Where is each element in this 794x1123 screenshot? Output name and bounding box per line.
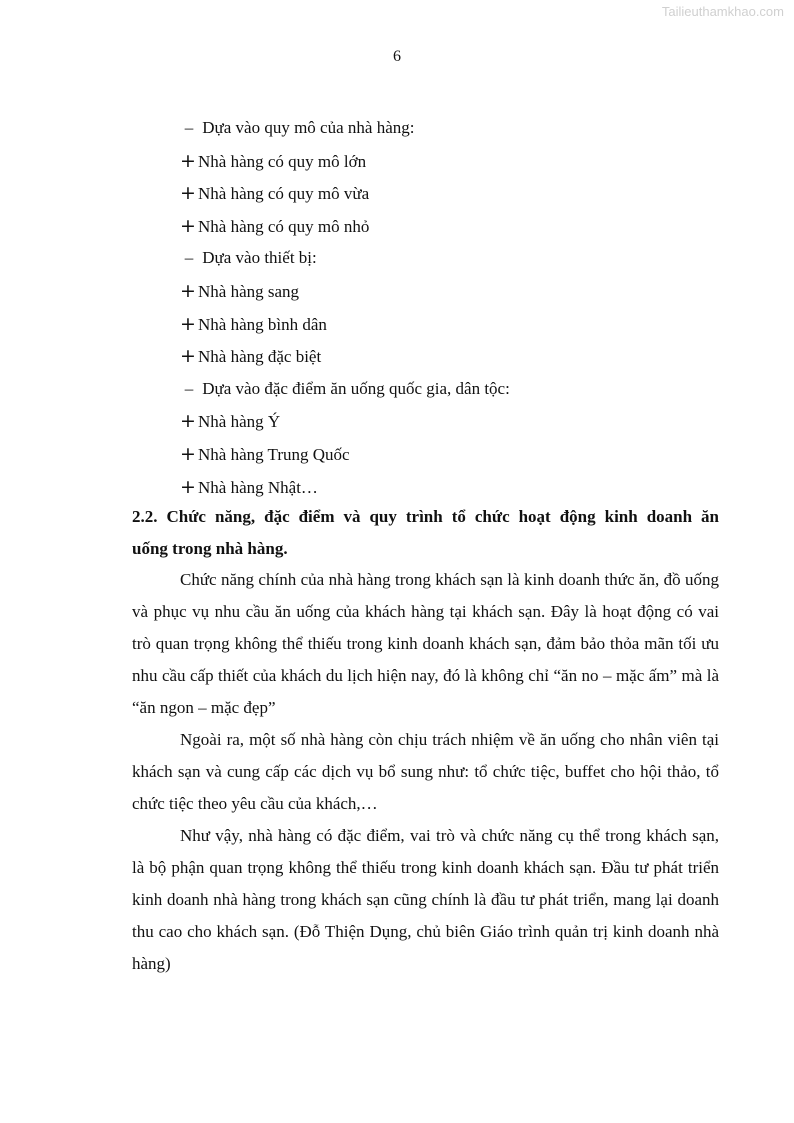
list-item — [180, 405, 740, 438]
list-item — [180, 471, 740, 504]
list-marker: + — [180, 149, 196, 172]
list-marker: + — [180, 442, 196, 465]
list-marker: + — [180, 410, 196, 433]
paragraph: Chức năng chính của nhà hàng trong khách sạn là kinh doanh thức ăn, đồ uống và phục vụ nhu cầu ăn uống của khách hàng tại khách sạn. Đây là hoạt động có vai trò quan trọng không thể thiếu trong kinh doanh khách sạn, đảm bảo thỏa mãn tối ưu nhu cầu cấp thiết của khách du lịch hiện nay, đó là không chỉ “ăn no – mặc ấm” mà là “ăn ngon – mặc đẹp” — [132, 570, 719, 717]
list-item — [180, 308, 740, 341]
list-item — [180, 210, 740, 243]
list-marker: + — [180, 182, 196, 205]
list-item-text: Dựa vào quy mô của nhà hàng: — [202, 118, 415, 137]
list-item — [180, 112, 740, 145]
section-heading — [132, 501, 719, 565]
list-item-text: Nhà hàng Ý — [198, 412, 281, 432]
section-heading-line1: 2.2. Chức năng, đặc điểm và quy trình tổ chức hoạt động kinh doanh ăn — [132, 507, 719, 526]
list-marker: + — [180, 345, 196, 368]
list-item-text: Nhà hàng bình dân — [198, 314, 327, 334]
page-number: 6 — [393, 48, 401, 65]
list-marker: + — [180, 312, 196, 335]
paragraph: Ngoài ra, một số nhà hàng còn chịu trách nhiệm về ăn uống cho nhân viên tại khách sạn và cung cấp các dịch vụ bổ sung như: tổ chức tiệc, buffet cho hội thảo, tổ chức tiệc theo yêu cầu của khách,… — [132, 730, 719, 813]
list-item — [180, 373, 740, 406]
list-item — [180, 177, 740, 210]
list-marker: – — [184, 118, 194, 137]
list-item-text: Nhà hàng Trung Quốc — [198, 444, 350, 464]
list-item — [180, 275, 740, 308]
list-marker: + — [180, 214, 196, 237]
list-marker: + — [180, 475, 196, 498]
list-item-text: Nhà hàng có quy mô vừa — [198, 184, 370, 204]
list-marker: – — [184, 378, 194, 398]
body-text — [132, 564, 719, 980]
paragraph: Như vậy, nhà hàng có đặc điểm, vai trò và chức năng cụ thể trong khách sạn, là bộ phận quan trọng không thể thiếu trong kinh doanh khách sạn. Đầu tư phát triển kinh doanh nhà hàng trong khách sạn cũng chính là đầu tư phát triển, mang lại doanh thu cao cho khách sạn. (Đỗ Thiện Dụng, chủ biên Giáo trình quản trị kinh doanh nhà hàng) — [132, 826, 719, 973]
list-item — [180, 438, 740, 471]
list-marker: + — [180, 279, 196, 302]
list-item-text: Nhà hàng Nhật… — [198, 477, 318, 497]
list-item-text: Nhà hàng có quy mô nhỏ — [198, 216, 370, 236]
section-heading-line2: uống trong nhà hàng. — [132, 539, 288, 558]
list-item-text: Nhà hàng đặc biệt — [198, 347, 322, 367]
list-item-text: Dựa vào đặc điểm ăn uống quốc gia, dân tộc: — [202, 378, 510, 398]
list-item — [180, 340, 740, 373]
list-marker: – — [184, 248, 194, 268]
watermark: Tailieuthamkhao.com — [661, 4, 784, 19]
list-item — [180, 242, 740, 275]
list-item-text: Nhà hàng có quy mô lớn — [198, 151, 367, 171]
list-item-text: Dựa vào thiết bị: — [202, 248, 317, 268]
classification-list — [180, 112, 740, 503]
list-item — [180, 145, 740, 178]
list-item-text: Nhà hàng sang — [198, 281, 300, 301]
